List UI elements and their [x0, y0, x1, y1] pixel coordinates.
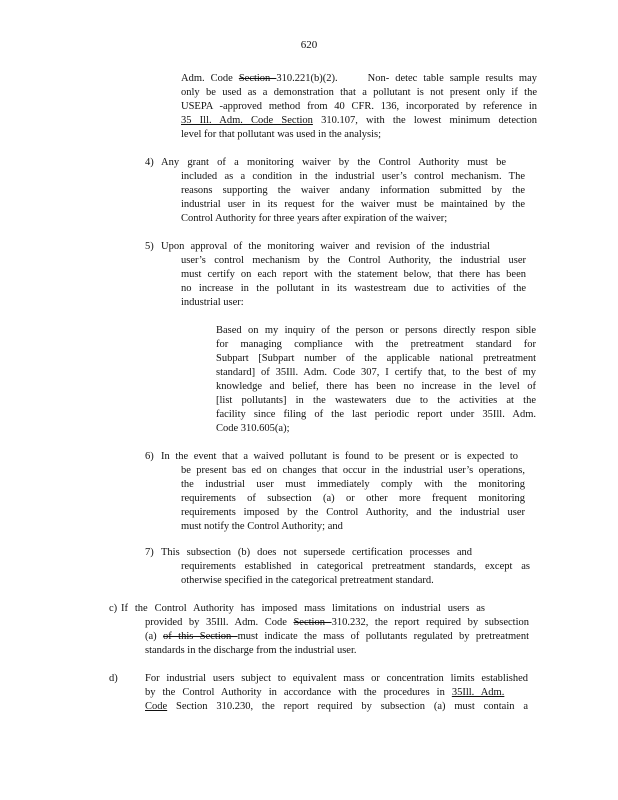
text-line: Code 310.605(a); [216, 423, 290, 434]
text-line: must notify the Control Authority; and [181, 521, 343, 532]
subsection-d-body [145, 672, 528, 714]
text-line: Based on my inquiry of the person or persons directly respon sible [216, 325, 536, 336]
item-label: 6) [145, 451, 154, 462]
text-line: Subpart [Subpart number of the applicable national pretreatment [216, 353, 536, 364]
text-line: 35 Ill. Adm. Code Section 310.107, with the lowest minimum detection [181, 115, 537, 126]
certification-statement [216, 324, 536, 436]
item-6-body [181, 464, 525, 534]
text-line: Control Authority for three years after expiration of the waiver; [181, 213, 448, 224]
text-line: by the Control Authority in accordance with the procedures in 35Ill. Adm. [145, 687, 505, 698]
continuation-paragraph [181, 72, 537, 142]
stricken-text: Section [238, 73, 277, 84]
underlined-text: 35 Ill. Adm. Code [181, 115, 282, 126]
item-label: 4) [145, 157, 154, 168]
text-line: standard] of 35Ill. Adm. Code 307, I certify that, to the best of my [216, 367, 536, 378]
text-line: For industrial users subject to equivalent mass or concentration limits established [145, 673, 528, 684]
text-line: industrial user in its request for the waiver must be maintained by the [181, 199, 525, 210]
item-label: 7) [145, 547, 154, 558]
text-line: level for that pollutant was used in the analysis; [181, 129, 382, 140]
item-4-first-line [161, 156, 506, 170]
text-line: requirements established in categorical pretreatment standards, except as [181, 561, 530, 572]
text-line: [list pollutants] in the wastewaters due to the activities at the [216, 395, 536, 406]
text-line: Adm. Code Section 310.221(b)(2). Non- detec table sample results may [181, 73, 538, 84]
text-line: If the Control Authority has imposed mass limitations on industrial users as [121, 603, 485, 614]
text-line: requirements of subsection (a) or other more frequent monitoring [181, 493, 525, 504]
text-line: otherwise specified in the categorical pretreatment standard. [181, 575, 434, 586]
text-line: (a) of this Section must indicate the mass of pollutants regulated by pretreatment [145, 631, 529, 642]
text-line: In the event that a waived pollutant is found to be present or is expected to [161, 451, 518, 462]
text-line: reasons supporting the waiver andany information submitted by the [181, 185, 525, 196]
text-line: no increase in the pollutant in its wastestream due to activities of the [181, 283, 526, 294]
item-5-first-line [161, 240, 490, 254]
subsection-label: c) [109, 603, 118, 614]
text-line: user’s control mechanism by the Control Authority, the industrial user [181, 255, 526, 266]
subsection-c-first-line [121, 602, 485, 616]
text-line: only be used as a demonstration that a pollutant is not present only if the [181, 87, 537, 98]
underlined-text: 35Ill. Adm. [451, 687, 505, 698]
text-line: for managing compliance with the pretreatment standard for [216, 339, 536, 350]
text-line: be present bas ed on changes that occur in the industrial user’s operations, [181, 465, 525, 476]
item-7-body [181, 560, 530, 588]
text-line: Code Section 310.230, the report required by subsection (a) must contain a [145, 701, 528, 712]
text-line: must certify on each report with the statement below, that there has been [181, 269, 526, 280]
item-label: 5) [145, 241, 154, 252]
text-line: This subsection (b) does not supersede certification processes and [161, 547, 472, 558]
text-line: provided by 35Ill. Adm. Code Section 310.232, the report required by subsection [145, 617, 529, 628]
subsection-c-body [145, 616, 529, 658]
item-7-first-line [161, 546, 472, 560]
subsection-label: d) [109, 673, 118, 684]
text-line: knowledge and belief, there has been no increase in the level of [216, 381, 536, 392]
text-line: USEPA -approved method from 40 CFR. 136, incorporated by reference in [181, 101, 537, 112]
stricken-text: Section [293, 617, 332, 628]
item-5-body [181, 254, 526, 310]
item-4-body [181, 170, 525, 226]
text-line: the industrial user must immediately comply with the monitoring [181, 479, 525, 490]
underlined-text: Code [145, 701, 168, 712]
underlined-text: Section [281, 115, 313, 126]
text-line: included as a condition in the industrial user’s control mechanism. The [181, 171, 525, 182]
text-line: Any grant of a monitoring waiver by the Control Authority must be [161, 157, 506, 168]
item-6-first-line [161, 450, 518, 464]
stricken-text: of this Section [163, 631, 238, 642]
text-line: industrial user: [181, 297, 244, 308]
text-line: standards in the discharge from the industrial user. [145, 645, 357, 656]
text-line: Upon approval of the monitoring waiver and revision of the industrial [161, 241, 490, 252]
text-line: facility since filing of the last periodic report under 35Ill. Adm. [216, 409, 536, 420]
page-number: 620 [300, 39, 318, 51]
text-line: requirements imposed by the Control Authority, and the industrial user [181, 507, 525, 518]
